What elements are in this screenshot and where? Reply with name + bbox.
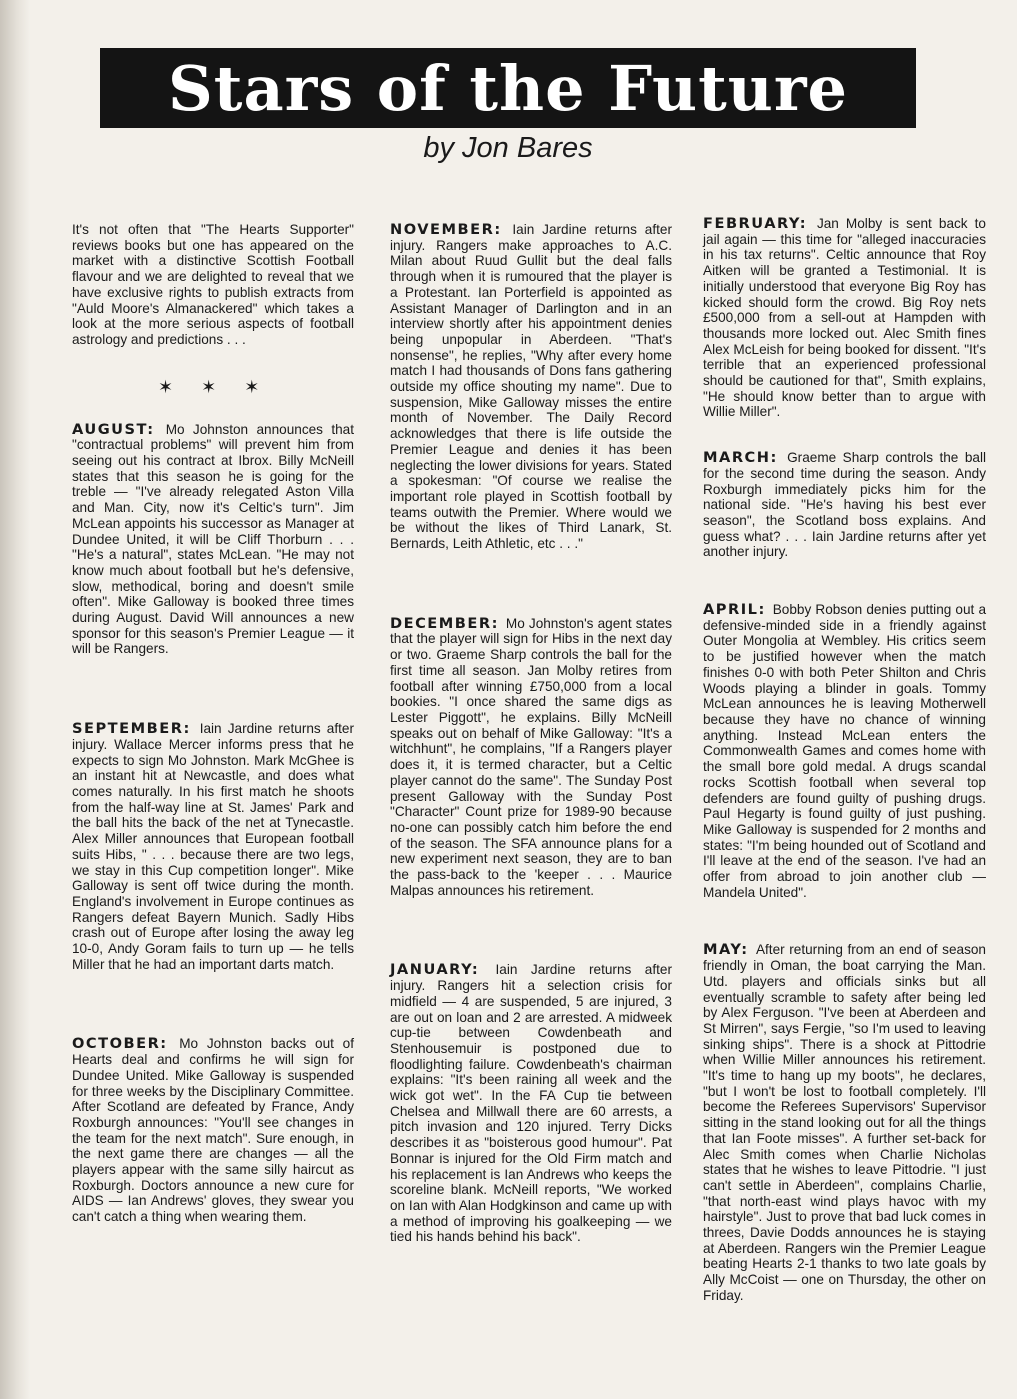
month-heading: FEBRUARY: (703, 215, 817, 232)
month-text: Mo Johnston announces that "contractual problems" will prevent him from seeing out his contract at Ibrox. Billy McNeill states that this season he is going for the treble — "I've already relegated Aston Villa and Man. City, now it's Celtic's turn". Jim McLean appoints his successor as Manager at Dundee United, it will be Cliff Thorburn . . . "He's a natural", states McLean. "He may not know much about football but he's defensive, slow, methodical, boring and doesn't smile often". Mike Galloway is booked three times during August. David Will announces a new sponsor for this season's Premier League — it will be Rangers. (72, 421, 354, 657)
month-text: Bobby Robson denies putting out a defensive-minded side in a friendly against Outer Mongolia at Wembley. His critics seem to be justified however when the match finishes 0-0 with both Peter Shilton and Chris Woods playing a blinder in goals. Tommy McLean announces he is leaving Motherwell because they have no chance of winning anything. Instead McLean enters the Commonwealth Games and comes home with the small bore gold medal. A drugs scandal rocks Scottish football when several top defenders are found guilty of pushing drugs. Paul Hegarty is found guilty of just pushing. Mike Galloway is suspended for 2 months and states: "I'm being hounded out of Scotland and I'll leave at the end of the season. I've had an offer from abroad to join another club — Mandela United". (703, 602, 986, 900)
month-heading: OCTOBER: (72, 1035, 180, 1053)
title-banner (100, 48, 916, 128)
month-text: Iain Jardine returns after injury. Wallace Mercer informs press that he expects to sign Mo Johnston. Mark McGhee is an instant hit at Newcastle, and does what comes naturally. In his first match he shoots from the half-way line at St. James' Park and the ball hits the back of the net at Tynecastle. Alex Miller announces that European football suits Hibs, " . . . because there are two legs, we stay in this Cup competition longer". Mike Galloway is sent off twice during the month. England's involvement in Europe continues as Rangers defeat Bayern Munich. Sadly Hibs crash out of Europe after losing the away leg 10-0, Andy Goram fails to turn up — he tells Miller that he had an important darts match. (72, 721, 355, 972)
month-text: Jan Molby is sent back to jail again — this time for "alleged inaccuracies in his tax returns". Celtic announce that Roy Aitken will be granted a Testimonial. It is initially understood that everyone Big Roy has kicked should form the crowd. Big Roy nets £500,000 from a sell-out at Hampden with thousands more locked out. Alec Smith fines Alex McLeish for being booked for dissent. "It's terrible that an experienced professional should be cautioned for that", Smith explains, "He should know better than to argue with Willie Miller". (703, 216, 986, 420)
month-april (703, 602, 986, 900)
page-spine-shadow (0, 0, 30, 1399)
month-august (72, 422, 354, 658)
month-february (703, 216, 986, 420)
month-december (390, 616, 672, 899)
month-october (72, 1036, 354, 1224)
month-september (72, 721, 354, 972)
star-icon: ✶ (244, 376, 260, 398)
month-heading: APRIL: (703, 601, 773, 619)
star-icon: ✶ (201, 376, 217, 398)
month-text: After returning from an end of season friendly in Oman, the boat carrying the Man. Utd. players and officials sinks but all eventually scramble to safety after being led by Alex Ferguson. "I've been at Aberdeen and St Mirren", says Fergie, "so I'm used to leaving sinking ships". There is a shock at Pittodrie when Willie Miller announces his retirement. "It's time to hang up my boots", he declares, "but I won't be lost to football completely. I'll become the Referees Supervisors' Supervisor sitting in the stand looking out for all the things that Ian Foote misses". A further set-back for Alec Smith comes when Charlie Nicholas states that he wishes to leave Pittodrie. "I just can't settle in Aberdeen", complains Charlie, "that north-east wind plays havoc with my hairstyle". Just to prove that bad luck comes in threes, Davie Dodds announces he is staying at Aberdeen. Rangers win the Premier League beating Hearts 2-1 thanks to two late goals by Ally McCoist — one on Thursday, the other on Friday. (703, 942, 986, 1303)
page-title: Stars of the Future (168, 51, 848, 125)
column-2 (390, 222, 672, 1245)
month-heading: AUGUST: (72, 420, 166, 438)
month-heading: MAY: (703, 941, 756, 959)
column-1 (72, 222, 354, 1225)
month-heading: NOVEMBER: (390, 221, 513, 238)
month-text: Mo Johnston's agent states that the player will sign for Hibs in the next day or two. Graeme Sharp controls the ball for the first time all season. Jan Molby retires from football after winning £750,000 from a local bookies. "I once shared the same digs as Lester Piggott", he explains. Billy McNeill speaks out on behalf of Mike Galloway: "It's a witchhunt", he complains, "If a Rangers player does it, it is termed character, but a Celtic player cannot do the same". The Sunday Post present Galloway with the Sunday Post "Character" Count prize for 1989-90 because no-one can possibly catch him before the end of the season. The SFA announce plans for a new experiment next season, they are to ban the pass-back to the 'keeper . . . Maurice Malpas announces his retirement. (390, 615, 672, 898)
star-separator (72, 368, 354, 408)
month-heading: DECEMBER: (390, 614, 506, 632)
month-text: Iain Jardine returns after injury. Rangers make approaches to A.C. Milan about Ruud Gullit but the deal falls through when it is rumoured that the player is a Protestant. Ian Porterfield is appointed as Assistant Manager of Darlington and in an interview shortly after his appointment denies being unpopular in Aberdeen. "That's nonsense", he replies, "Why after every home match I had thousands of Dons fans gathering outside my office shouting my name". Due to suspension, Mike Galloway misses the entire month of November. The Daily Record acknowledges that there is life outside the Premier League and denies it has been neglecting the lower divisions for years. Stated a spokesman: "Of course we realise the important role played in Scottish football by teams outwith the Premier. Where would we be without the likes of Third Lanark, St. Bernards, Leith Athletic, etc . . ." (390, 222, 672, 552)
month-heading: MARCH: (703, 449, 788, 467)
month-heading: JANUARY: (390, 961, 496, 979)
column-3 (703, 216, 986, 1304)
month-heading: SEPTEMBER: (72, 720, 200, 738)
month-text: Graeme Sharp controls the ball for the second time during the season. Andy Roxburgh immediately picks him for the national side. "He's having his best ever season", the Scotland boss explains. And guess what? . . . Iain Jardine returns after yet another injury. (703, 450, 986, 560)
star-icon: ✶ (158, 376, 174, 398)
month-november (390, 222, 672, 552)
month-march (703, 450, 986, 560)
intro-paragraph: It's not often that "The Hearts Supporter" reviews books but one has appeared on the market with a distinctive Scottish Football flavour and we are delighted to reveal that we have exclusive rights to publish extracts from "Auld Moore's Almanackered" which takes a look at the more serious aspects of football astrology and predictions . . . (72, 222, 354, 347)
month-january (390, 962, 672, 1245)
month-may (703, 942, 986, 1303)
byline: by Jon Bares (423, 132, 593, 164)
month-text: Iain Jardine returns after injury. Rangers hit a selection crisis for midfield — 4 are suspended, 5 are injured, 3 are out on loan and 2 are arrested. A midweek cup-tie between Cowdenbeath and Stenhousemuir is postponed due to floodlighting failure. Cowdenbeath's chairman explains: "It's been raining all week and the wick got wet". In the FA Cup tie between Chelsea and Millwall there are 60 arrests, a pitch invasion and 120 injured. Terry Dicks describes it as "boisterous good humour". Pat Bonnar is injured for the Old Firm match and his replacement is Ian Andrews who keeps the scoreline blank. McNeill reports, "We worked on Ian with Alan Hodgkinson and came up with a method of improving his goalkeeping — we tied his hands behind his back". (390, 962, 673, 1245)
month-text: Mo Johnston backs out of Hearts deal and confirms he will sign for Dundee United. Mike Galloway is suspended for three weeks by the Disciplinary Committee. After Scotland are defeated by France, Andy Roxburgh announces: "You'll see changes in the team for the next match". Sure enough, in the next game there are changes — all the players appear with the same silly haircut as Roxburgh. Doctors announce a new cure for AIDS — Ian Andrews' gloves, they swear you can't catch a thing when wearing them. (72, 1036, 354, 1225)
